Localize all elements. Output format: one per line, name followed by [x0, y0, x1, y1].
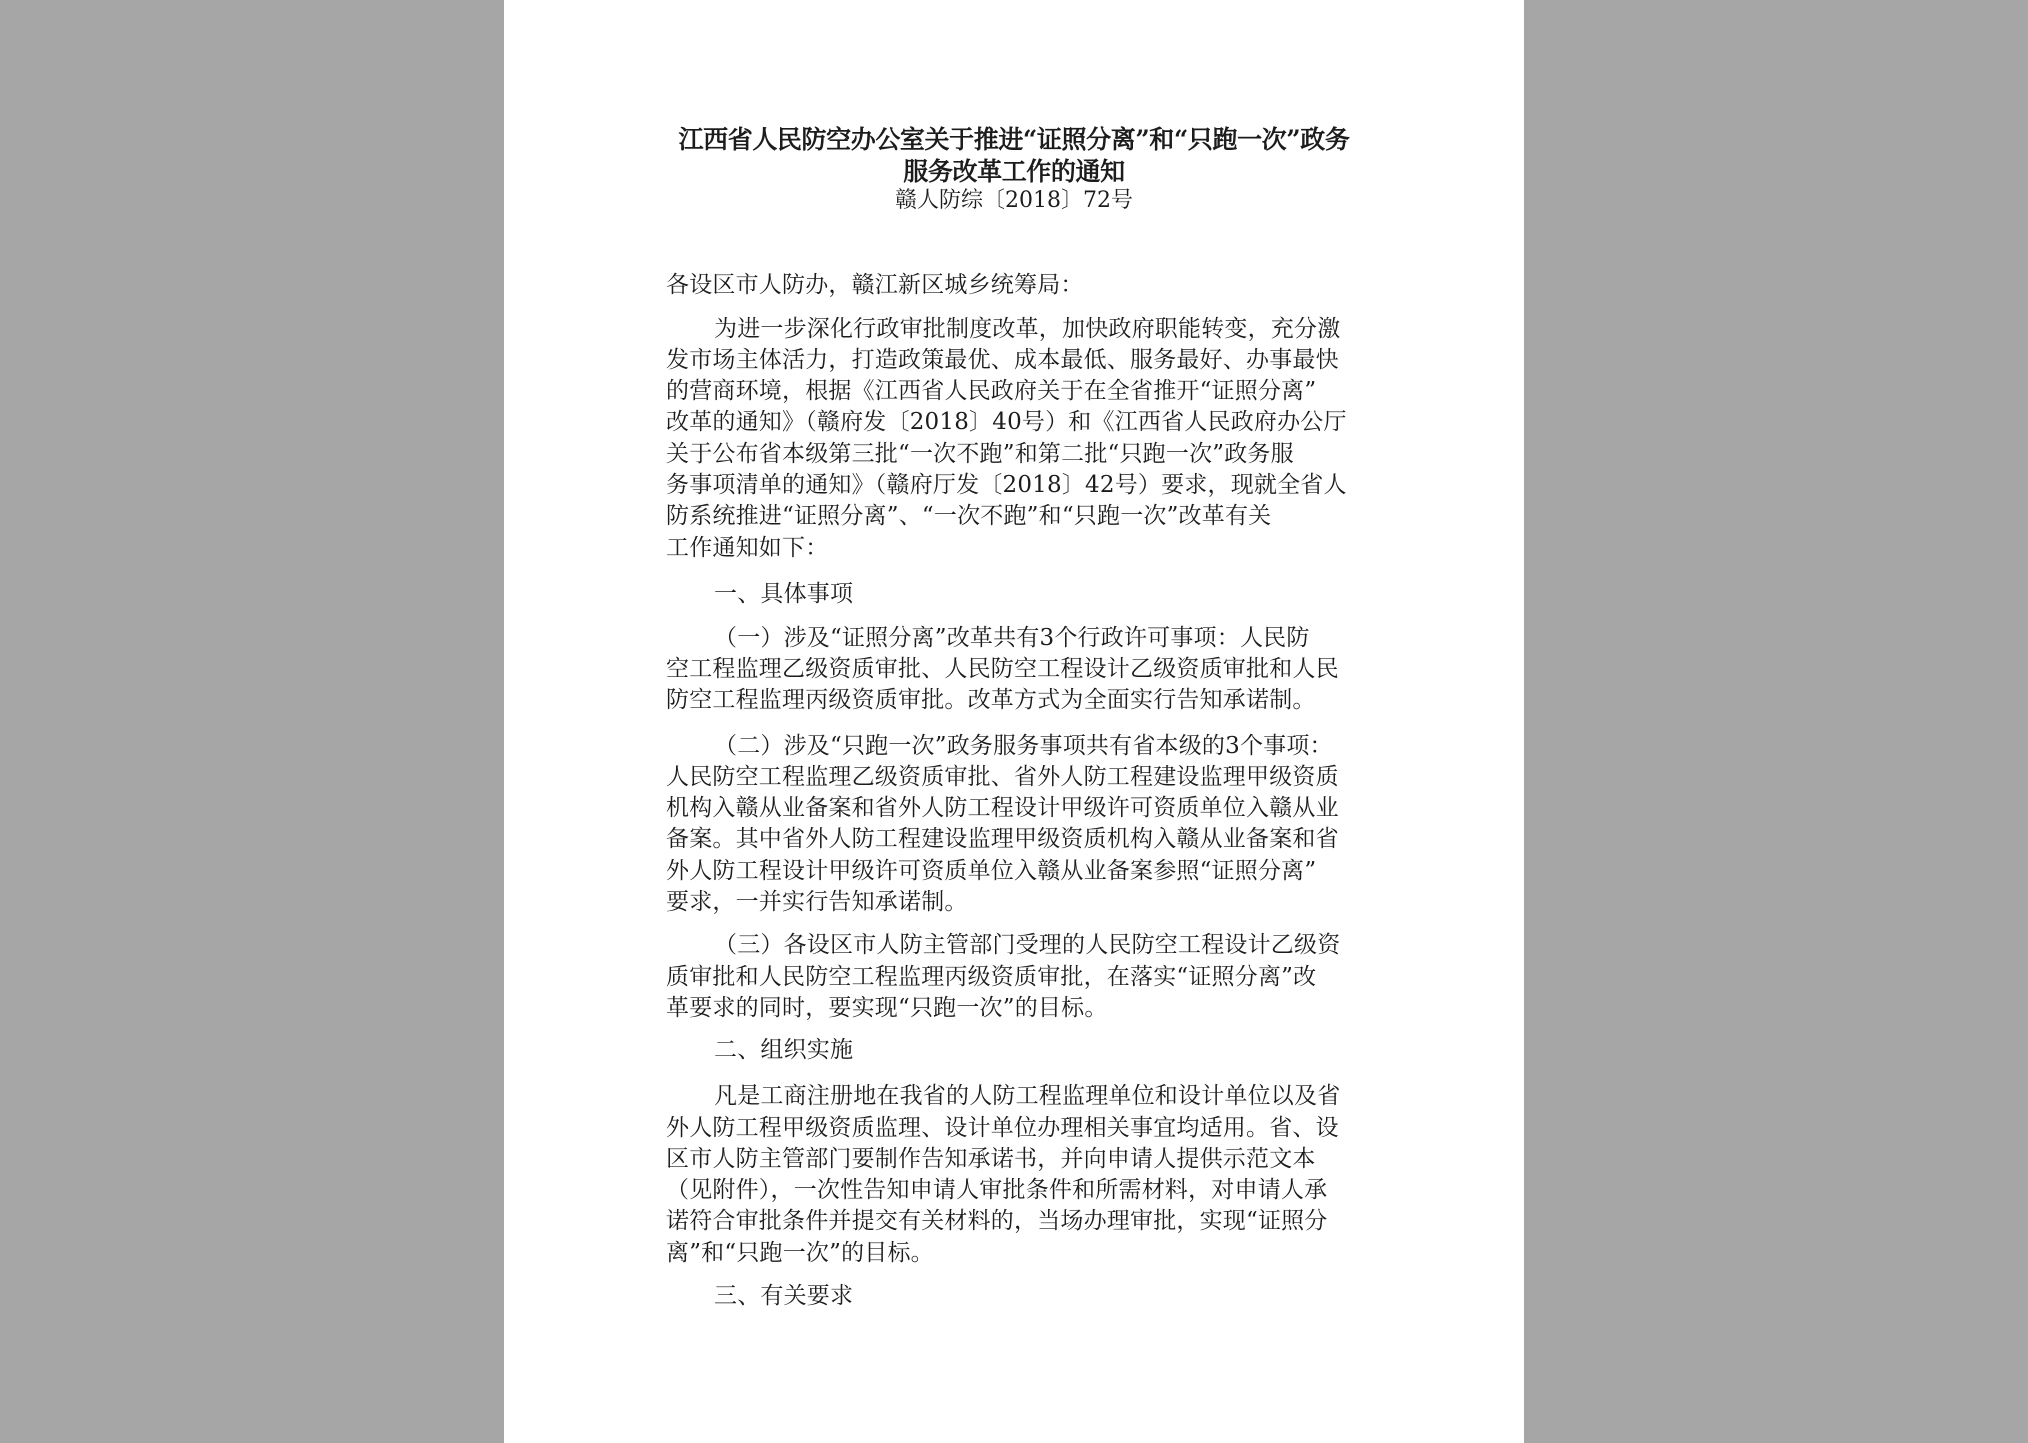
document-title-line-2: 服务改革工作的通知 — [903, 157, 1125, 186]
paragraph-line: （三）各设区市人防主管部门受理的人民防空工程设计乙级资 — [714, 932, 1341, 958]
paragraph-line: 人民防空工程监理乙级资质审批、省外人防工程建设监理甲级资质 — [666, 764, 1339, 790]
paragraph-line: 防空工程监理丙级资质审批。改革方式为全面实行告知承诺制。 — [666, 687, 1316, 713]
section-heading: 一、具体事项 — [714, 581, 854, 607]
paragraph-line: （一）涉及“证照分离”改革共有3个行政许可事项：人民防 — [714, 625, 1310, 651]
document-title-line-1: 江西省人民防空办公室关于推进“证照分离”和“只跑一次”政务 — [678, 125, 1350, 154]
document-number: 赣人防综〔2018〕72号 — [895, 188, 1133, 213]
paragraph-line: 改革的通知》（赣府发〔2018〕40号）和《江西省人民政府办公厅 — [666, 409, 1347, 435]
paragraph-line: 革要求的同时，要实现“只跑一次”的目标。 — [666, 995, 1108, 1021]
paragraph-line: 关于公布省本级第三批“一次不跑”和第二批“只跑一次”政务服 — [666, 441, 1294, 467]
paragraph-line: 机构入赣从业备案和省外人防工程设计甲级许可资质单位入赣从业 — [666, 795, 1339, 821]
paragraph-line: 备案。其中省外人防工程建设监理甲级资质机构入赣从业备案和省 — [666, 826, 1339, 852]
paragraph-line: 凡是工商注册地在我省的人防工程监理单位和设计单位以及省 — [714, 1083, 1341, 1109]
paragraph-line: 外人防工程甲级资质监理、设计单位办理相关事宜均适用。省、设 — [666, 1115, 1339, 1141]
paragraph-line: 区市人防主管部门要制作告知承诺书，并向申请人提供示范文本 — [666, 1146, 1316, 1172]
paragraph-line: 的营商环境，根据《江西省人民政府关于在全省推开“证照分离” — [666, 378, 1317, 404]
paragraph-line: 发市场主体活力，打造政策最优、成本最低、服务最好、办事最快 — [666, 347, 1339, 373]
paragraph-line: 要求，一并实行告知承诺制。 — [666, 889, 968, 915]
paragraph-line: 防系统推进“证照分离”、“一次不跑”和“只跑一次”改革有关 — [666, 503, 1272, 529]
paragraph-line: 空工程监理乙级资质审批、人民防空工程设计乙级资质审批和人民 — [666, 656, 1339, 682]
paragraph-line: 离”和“只跑一次”的目标。 — [666, 1240, 934, 1266]
section-heading: 二、组织实施 — [714, 1037, 854, 1063]
paragraph-line: 诺符合审批条件并提交有关材料的，当场办理审批，实现“证照分 — [666, 1208, 1328, 1234]
section-heading: 三、有关要求 — [714, 1283, 854, 1309]
salutation: 各设区市人防办，赣江新区城乡统筹局： — [666, 272, 1084, 298]
paragraph-line: 为进一步深化行政审批制度改革，加快政府职能转变，充分激 — [714, 316, 1341, 342]
paragraph-line: 外人防工程设计甲级许可资质单位入赣从业备案参照“证照分离” — [666, 858, 1317, 884]
document-page — [504, 0, 1524, 1443]
paragraph-line: （二）涉及“只跑一次”政务服务事项共有省本级的3个事项： — [714, 733, 1333, 759]
paragraph-line: 工作通知如下： — [666, 535, 829, 561]
paragraph-line: （见附件），一次性告知申请人审批条件和所需材料，对申请人承 — [666, 1177, 1328, 1203]
paragraph-line: 质审批和人民防空工程监理丙级资质审批，在落实“证照分离”改 — [666, 964, 1317, 990]
paragraph-line: 务事项清单的通知》（赣府厅发〔2018〕42号）要求，现就全省人 — [666, 472, 1347, 498]
